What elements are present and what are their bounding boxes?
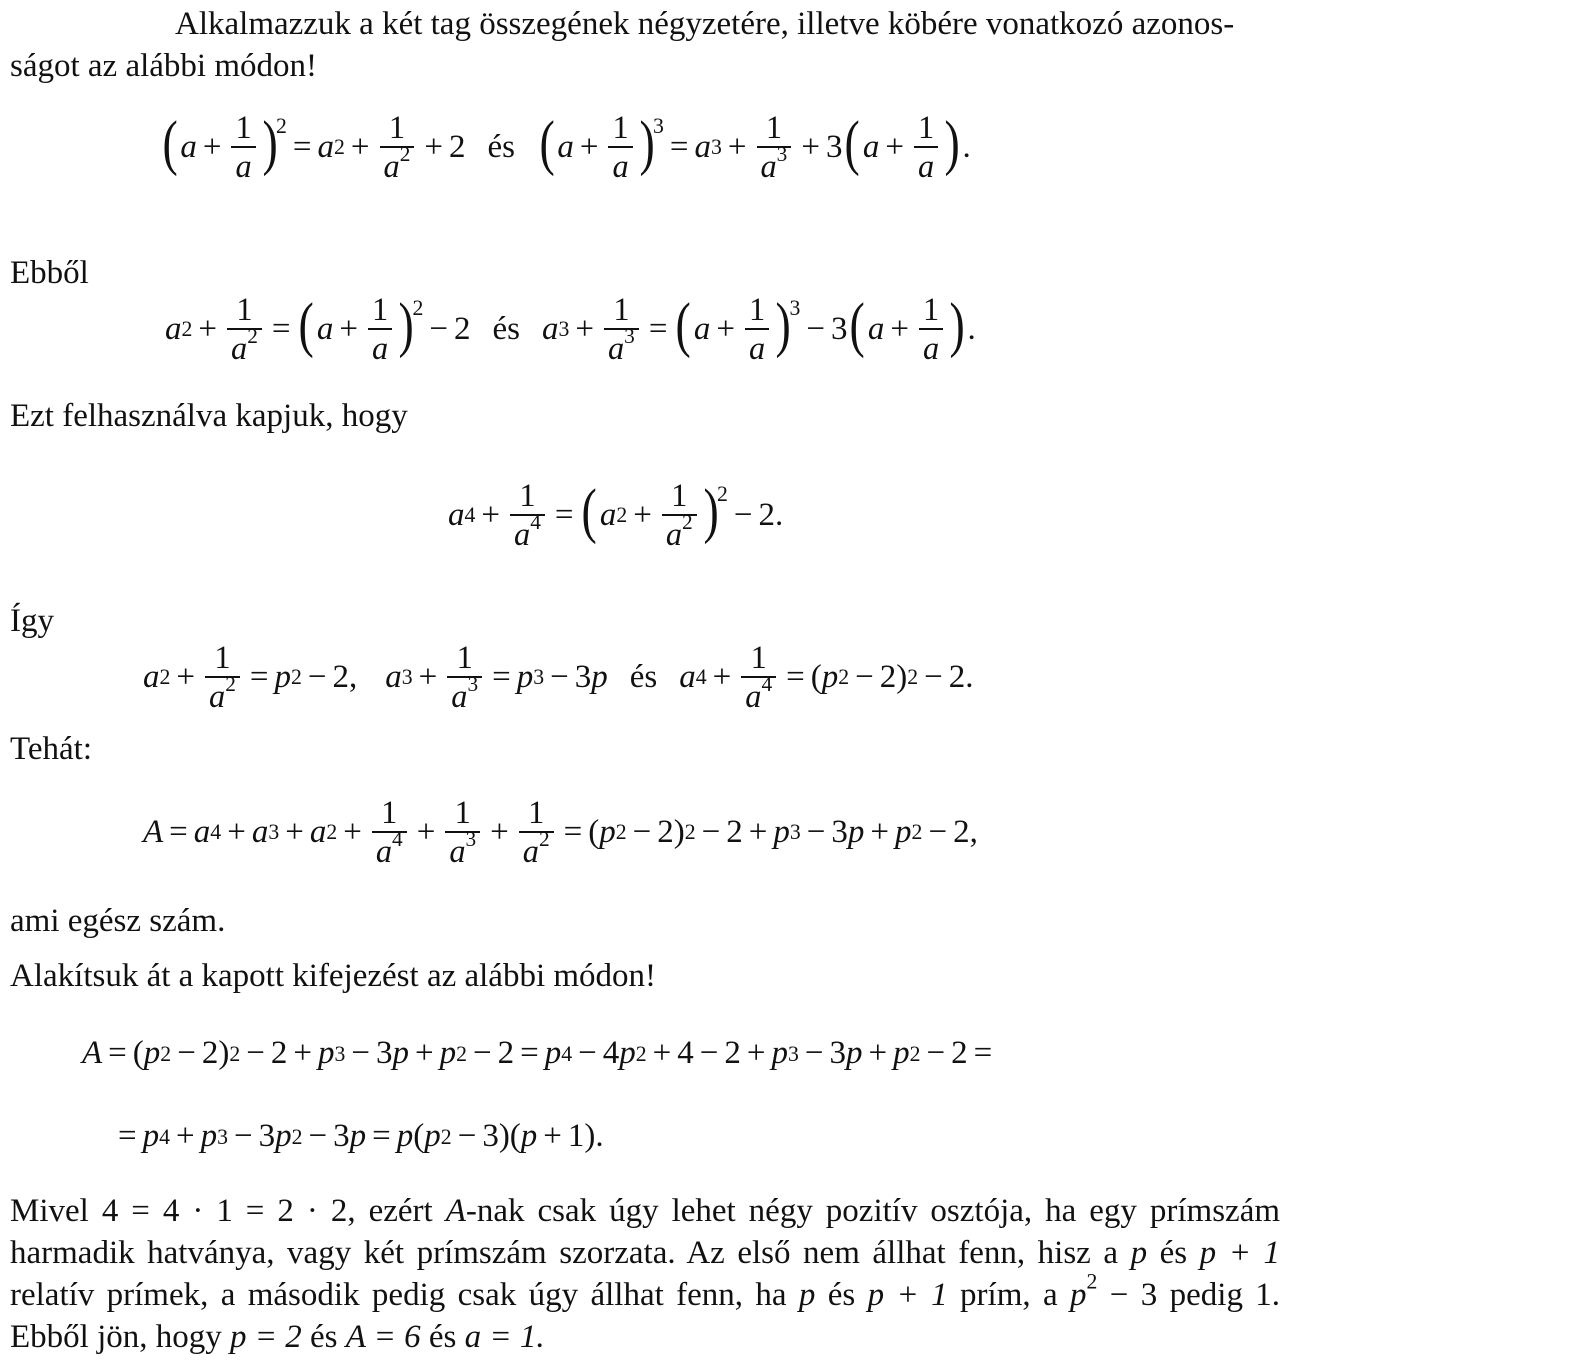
conclusion-paragraph — [10, 1190, 1280, 1358]
text: Ebből jön, hogy — [10, 1319, 222, 1355]
intro-line-1: Alkalmazzuk a két tag összegének négyzetére, illetve köbére vonatkozó azonos- — [175, 6, 1235, 42]
text: prím, a — [960, 1277, 1058, 1313]
math-inline: p — [1070, 1277, 1087, 1313]
math-inline: p — [798, 1277, 816, 1313]
text: és — [1159, 1235, 1188, 1271]
text: Mivel — [10, 1193, 89, 1229]
conclusion-line-4 — [10, 1316, 1280, 1358]
text: és — [310, 1319, 338, 1355]
equation-square-cube-identities: ( a + $\frac{1}{a}$ ) 2 = a 2 + $\frac{1}{a^2}$ + 2 és ( a + $\frac{1}{a}$ ) 3 = a 3 + $\frac{1}{a^3}$ + 3 ( a + $\frac{1}{a}$ ) . — [162, 109, 971, 184]
math-inline: a = 1. — [464, 1319, 545, 1355]
math-inline: 4 = 4 · 1 = 2 · 2, — [101, 1193, 356, 1229]
equation-fourth-power: a 4 + $\frac{1}{a^4}$ = ( a 2 + $\frac{1}{a^2}$ ) 2 − 2. — [448, 477, 784, 552]
intro-line-2: ságot az alábbi módon! — [10, 48, 317, 84]
math-inline: p = 2 — [230, 1319, 302, 1355]
label-alakitsuk: Alakítsuk át a kapott kifejezést az alábbi módon! — [10, 958, 657, 994]
conclusion-line-3: relatív prímek, a második pedig csak úgy állhat fenn, ha p és p + 1 prím, a $p^2 - 3$ pedig 1. — [10, 1269, 1281, 1313]
text: pedig 1. — [1169, 1277, 1281, 1313]
math-inline: − 3 — [1109, 1277, 1158, 1313]
math-inline: A = 6 — [345, 1319, 421, 1355]
text: -nak csak úgy lehet négy pozitív osztója, ha egy prímszám — [465, 1193, 1281, 1229]
label-tehat: Tehát: — [10, 731, 92, 767]
math-inline: p + 1 — [1199, 1235, 1281, 1271]
equation-rearranged: a 2 + $\frac{1}{a^2}$ = ( a + $\frac{1}{a}$ ) 2 − 2 és a 3 + $\frac{1}{a^3}$ = ( a + $\frac{1}{a}$ ) 3 − 3 ( a + $\frac{1}{a}$ ) . — [165, 291, 976, 366]
equation-in-terms-of-p: a 2 + $\frac{1}{a^2}$ = p 2 − 2, a 3 + $\frac{1}{a^3}$ = p 3 − 3 p és a 4 + $\frac{1}{a^4}$ = ( p 2 − 2) 2 − 2. — [143, 639, 974, 714]
label-ezt-felhasznalva: Ezt felhasználva kapjuk, hogy — [10, 398, 408, 434]
label-ebbol: Ebből — [10, 255, 89, 291]
math-inline: A — [445, 1193, 466, 1229]
equation-expansion-line-1: A = ( p 2 − 2) 2 − 2 + p 3 − 3 p + p 2 − 2 = p 4 − 4 p 2 + 4 − 2 + p 3 − 3 p + p 2 − 2 = — [82, 1035, 993, 1071]
equation-expansion-line-2: = p 4 + p 3 − 3 p 2 − 3 p = p ( p 2 − 3)( p + 1). — [118, 1118, 604, 1154]
text: és — [428, 1319, 457, 1355]
math-inline: p — [1130, 1235, 1148, 1271]
conjunction-es: és — [492, 310, 520, 347]
label-ami-egesz: ami egész szám. — [10, 903, 226, 939]
text: ezért — [368, 1193, 433, 1229]
label-igy: Így — [10, 603, 54, 639]
intro-paragraph — [10, 3, 1280, 87]
conclusion-line-2 — [10, 1232, 1280, 1274]
text: harmadik hatványa, vagy két prímszám szorzata. Az első nem állhat fenn, hisz a — [10, 1235, 1119, 1271]
conjunction-es: és — [487, 128, 515, 165]
conjunction-es: és — [629, 658, 658, 695]
math-inline: p + 1 — [867, 1277, 948, 1313]
conclusion-line-1 — [10, 1190, 1280, 1232]
equation-A-expression: A = a 4 + a 3 + a 2 + $\frac{1}{a^4}$ + $\frac{1}{a^3}$ + $\frac{1}{a^2}$ = ( p 2 − 2) 2 − 2 + p 3 − 3 p + p 2 − 2, — [143, 794, 978, 869]
text: relatív prímek, a második pedig csak úgy állhat fenn, ha — [10, 1277, 787, 1313]
text: és — [827, 1277, 856, 1313]
